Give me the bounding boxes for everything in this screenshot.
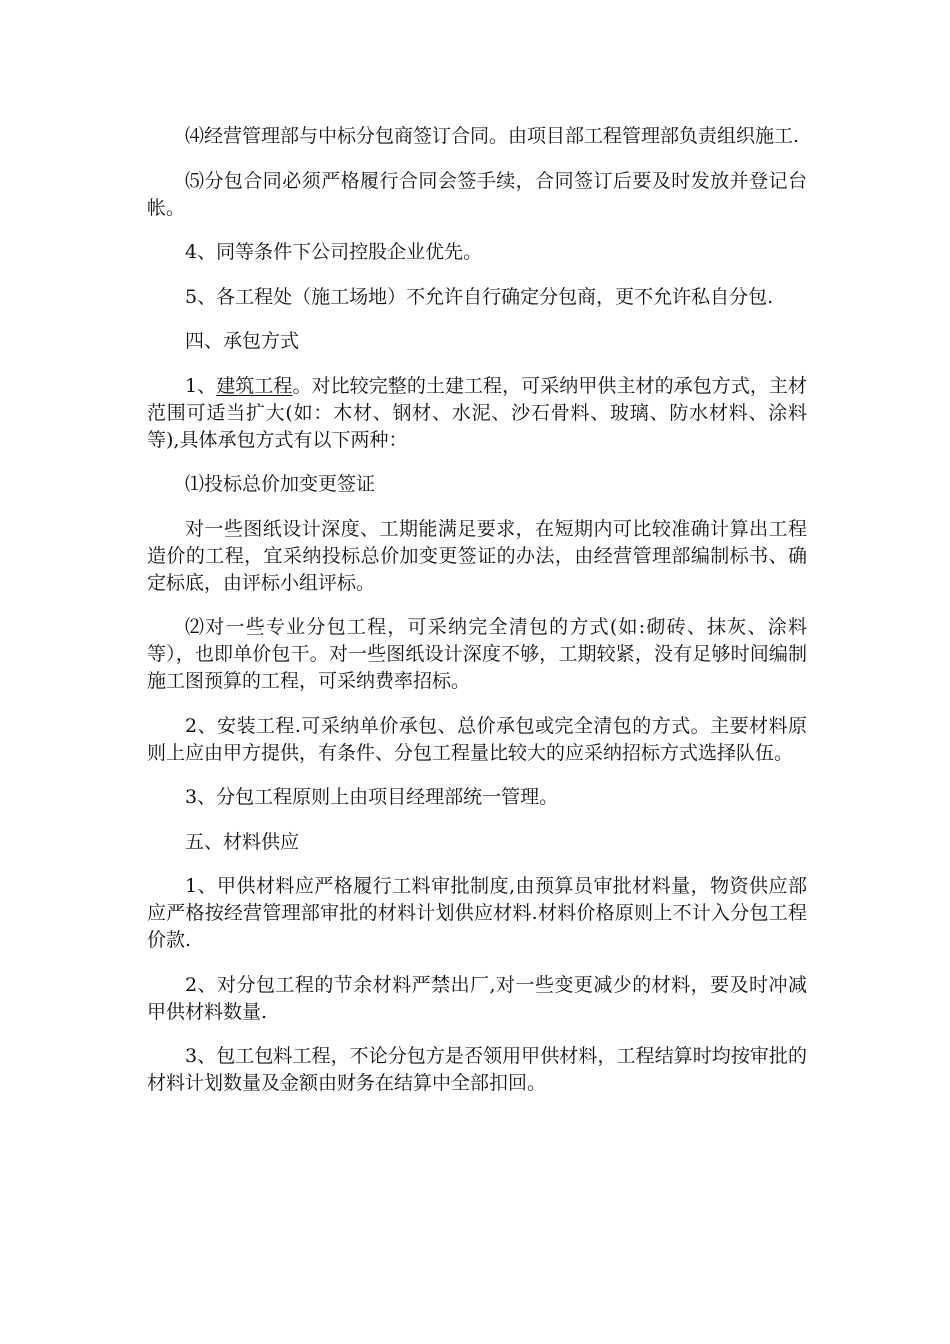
document-body <box>147 123 807 1115</box>
building-works-prefix: 1、 <box>185 374 217 397</box>
paragraph-contract-signing: ⑷经营管理部与中标分包商签订合同。由项目部工程管理部负责组织施工. <box>185 125 800 147</box>
paragraph-contract-countersign: ⑸分包合同必须严格履行合同会签手续，合同签订后要及时发放并登记台帐。 <box>147 169 807 219</box>
section-heading-contracting-methods: 四、承包方式 <box>185 330 300 352</box>
building-works-text: 。对比较完整的土建工程，可采纳甲供主材的承包方式，主材范围可适当扩大(如：木材、钢材、水泥、沙石骨料、玻璃、防水材料、涂料等),具体承包方式有以下两种： <box>147 374 807 451</box>
paragraph-labor-and-materials: 3、包工包料工程，不论分包方是否领用甲供材料，工程结算时均按审批的材料计划数量及金额由财务在结算中全部扣回。 <box>147 1045 807 1094</box>
paragraph-bid-total-price-detail: 对一些图纸设计深度、工期能满足要求，在短期内可比较准确计算出工程造价的工程，宜采纳投标总价加变更签证的办法，由经营管理部编制标书、确定标底，由评标小组评标。 <box>147 517 807 594</box>
paragraph-no-self-subcontract: 5、各工程处（施工场地）不允许自行确定分包商，更不允许私自分包. <box>185 285 774 308</box>
paragraph-building-works <box>147 373 807 454</box>
paragraph-full-labor-contract: ⑵对一些专业分包工程，可采纳完全清包的方式(如:砌砖、抹灰、涂料等），也即单价包干。对一些图纸设计深度不够，工期较紧，没有足够时间编制施工图预算的工程，可采纳费率招标。 <box>147 616 807 692</box>
paragraph-holding-priority: 4、同等条件下公司控股企业优先。 <box>185 241 483 263</box>
building-works-link[interactable]: 建筑工程 <box>216 374 293 397</box>
paragraph-unified-management: 3、分包工程原则上由项目经理部统一管理。 <box>185 786 559 808</box>
paragraph-owner-supplied-materials: 1、甲供材料应严格履行工料审批制度,由预算员审批材料量，物资供应部应严格按经营管理部审批的材料计划供应材料.材料价格原则上不计入分包工程价款. <box>147 875 807 951</box>
paragraph-surplus-materials: 2、对分包工程的节余材料严禁出厂,对一些变更减少的材料，要及时冲减甲供材料数量. <box>147 973 807 1023</box>
paragraph-bid-total-price: ⑴投标总价加变更签证 <box>185 473 376 495</box>
section-heading-material-supply: 五、材料供应 <box>185 830 300 853</box>
paragraph-installation-works: 2、安装工程.可采纳单价承包、总价承包或完全清包的方式。主要材料原则上应由甲方提供，有条件、分包工程量比较大的应采纳招标方式选择队伍。 <box>147 714 807 764</box>
